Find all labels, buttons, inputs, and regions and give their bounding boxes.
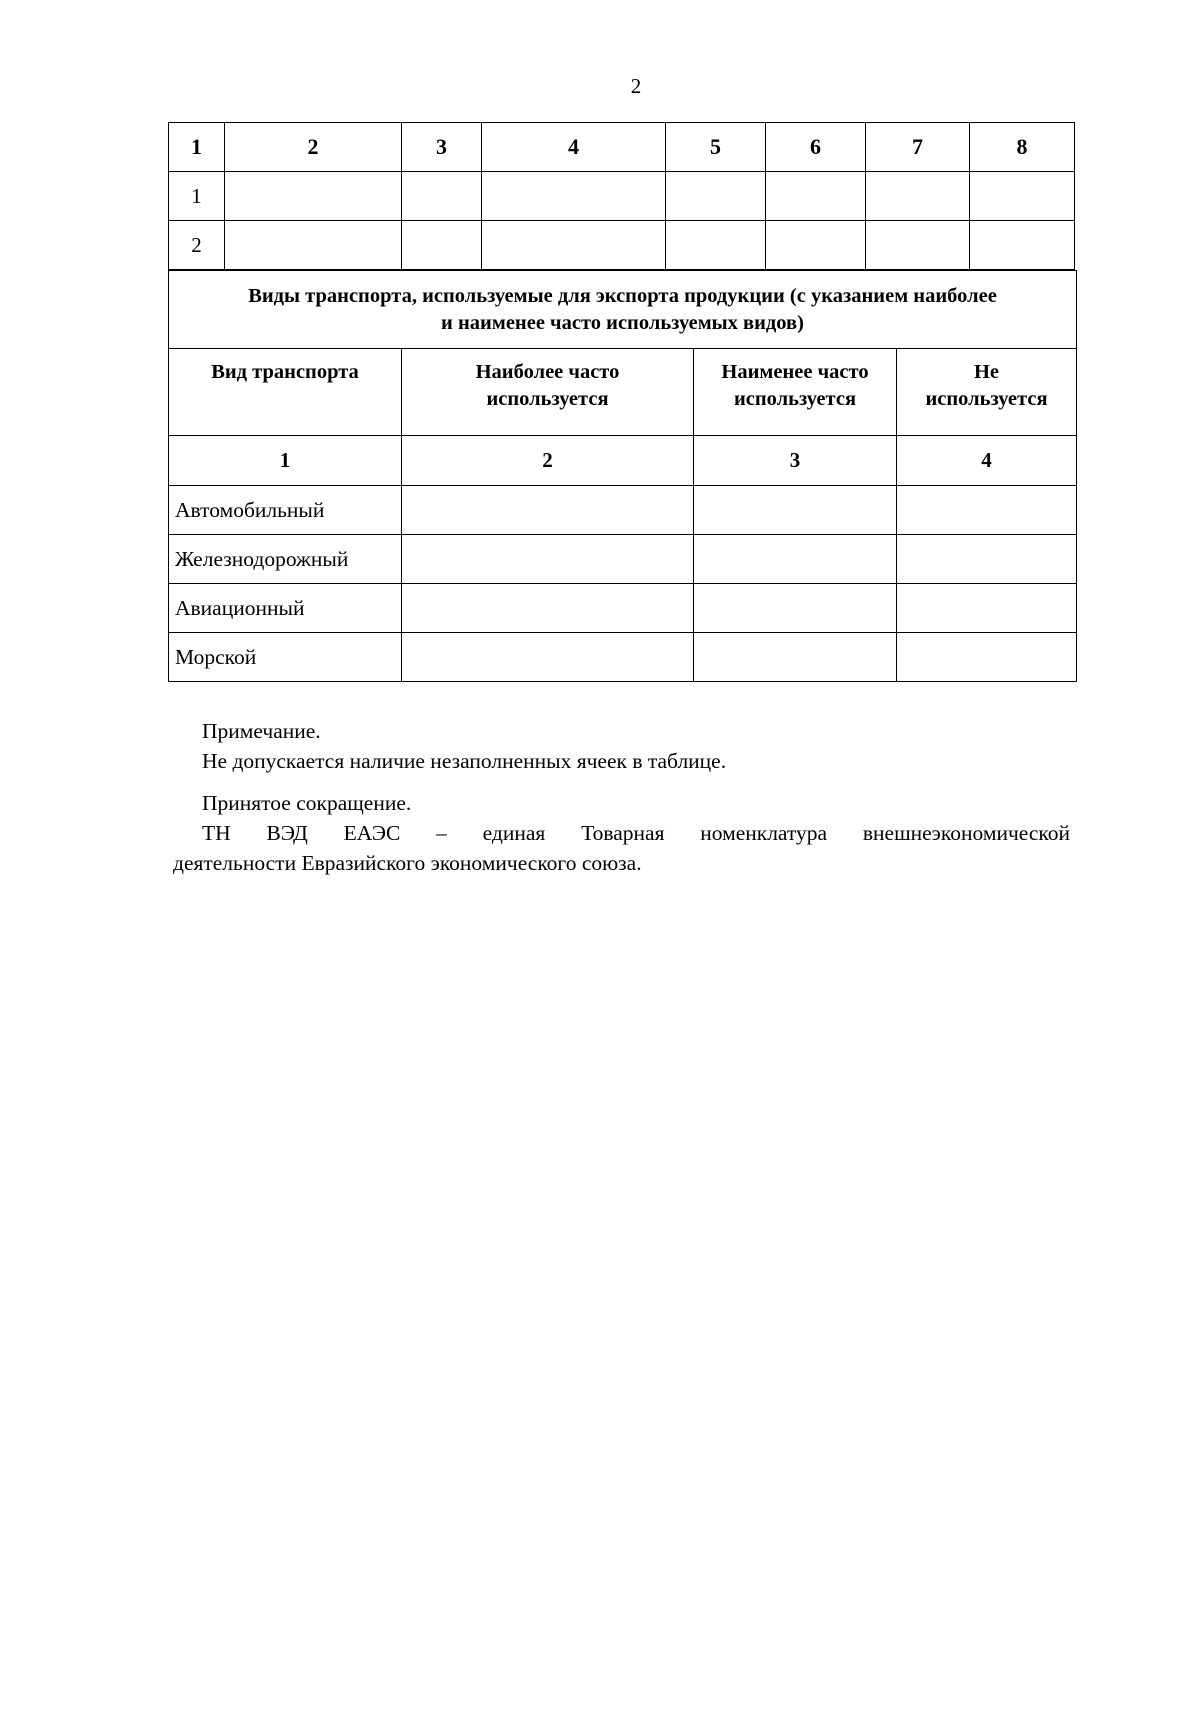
top-table-row bbox=[169, 172, 1075, 221]
transport-table-number-row bbox=[169, 436, 1077, 486]
transport-row bbox=[169, 486, 1077, 535]
empty-cell bbox=[897, 535, 1077, 584]
top-table-header-cell: 6 bbox=[766, 123, 866, 172]
abbreviation-heading: Принятое сокращение. bbox=[202, 791, 412, 815]
transport-table-header-row bbox=[169, 349, 1077, 436]
top-table-cell bbox=[666, 221, 766, 270]
empty-cell bbox=[402, 584, 694, 633]
empty-cell bbox=[897, 633, 1077, 682]
transport-row bbox=[169, 535, 1077, 584]
top-table-cell bbox=[970, 221, 1075, 270]
column-header-line: Не bbox=[973, 361, 1000, 383]
top-table-header-row bbox=[169, 123, 1075, 172]
top-table-header-cell: 1 bbox=[169, 123, 225, 172]
transport-table bbox=[168, 270, 1077, 682]
page-number: 2 bbox=[630, 74, 642, 98]
note-heading: Примечание. bbox=[202, 719, 321, 743]
abbreviation-text-line: ТН ВЭД ЕАЭС – единая Товарная номенклатура внешнеэкономической bbox=[202, 821, 1070, 845]
empty-cell bbox=[402, 535, 694, 584]
transport-row bbox=[169, 633, 1077, 682]
column-number: 3 bbox=[694, 436, 897, 486]
column-number: 2 bbox=[402, 436, 694, 486]
top-table bbox=[168, 122, 1075, 270]
top-table-header-cell: 2 bbox=[225, 123, 402, 172]
top-table-cell bbox=[866, 172, 970, 221]
top-table-cell bbox=[482, 221, 666, 270]
empty-cell bbox=[897, 584, 1077, 633]
transport-table-title-line: и наименее часто используемых видов) bbox=[441, 311, 804, 334]
top-table-cell bbox=[402, 221, 482, 270]
top-table-header-cell: 4 bbox=[482, 123, 666, 172]
top-table-cell bbox=[970, 172, 1075, 221]
column-header-line: используется bbox=[733, 388, 857, 410]
empty-cell bbox=[694, 584, 897, 633]
transport-table-title-row bbox=[169, 271, 1077, 349]
transport-table-title-line: Виды транспорта, используемые для экспорта продукции (с указанием наиболее bbox=[248, 284, 997, 307]
column-number: 4 bbox=[897, 436, 1077, 486]
empty-cell bbox=[897, 486, 1077, 535]
top-table-cell: 2 bbox=[169, 221, 225, 270]
abbreviation-text-line: деятельности Евразийского экономического союза. bbox=[173, 851, 642, 875]
top-table-cell: 1 bbox=[169, 172, 225, 221]
column-header-not-used bbox=[897, 349, 1077, 436]
empty-cell bbox=[694, 535, 897, 584]
transport-type-label: Автомобильный bbox=[169, 486, 402, 535]
top-table-header-cell: 5 bbox=[666, 123, 766, 172]
top-table-header-cell: 3 bbox=[402, 123, 482, 172]
column-header-line: используется bbox=[925, 388, 1048, 410]
transport-table-title bbox=[169, 271, 1077, 349]
top-table-cell bbox=[225, 221, 402, 270]
empty-cell bbox=[402, 486, 694, 535]
top-table-cell bbox=[482, 172, 666, 221]
top-table-header-cell: 8 bbox=[970, 123, 1075, 172]
transport-type-label: Авиационный bbox=[169, 584, 402, 633]
top-table-cell bbox=[402, 172, 482, 221]
transport-type-label: Железнодорожный bbox=[169, 535, 402, 584]
column-number: 1 bbox=[169, 436, 402, 486]
column-header-line: используется bbox=[486, 388, 609, 410]
transport-row bbox=[169, 584, 1077, 633]
top-table-cell bbox=[666, 172, 766, 221]
notes-section bbox=[173, 716, 1070, 878]
note-text: Не допускается наличие незаполненных ячеек в таблице. bbox=[202, 749, 727, 773]
top-table-cell bbox=[766, 221, 866, 270]
transport-type-label: Морской bbox=[169, 633, 402, 682]
top-table-cell bbox=[866, 221, 970, 270]
top-table-cell bbox=[766, 172, 866, 221]
empty-cell bbox=[694, 633, 897, 682]
column-header-line: Наименее часто bbox=[721, 361, 869, 383]
column-header-transport-type bbox=[169, 349, 402, 436]
empty-cell bbox=[402, 633, 694, 682]
column-header-least-used bbox=[694, 349, 897, 436]
column-header-line: Вид транспорта bbox=[211, 361, 359, 383]
top-table-row bbox=[169, 221, 1075, 270]
empty-cell bbox=[694, 486, 897, 535]
top-table-header-cell: 7 bbox=[866, 123, 970, 172]
column-header-line: Наиболее часто bbox=[475, 361, 620, 383]
column-header-most-used bbox=[402, 349, 694, 436]
top-table-cell bbox=[225, 172, 402, 221]
